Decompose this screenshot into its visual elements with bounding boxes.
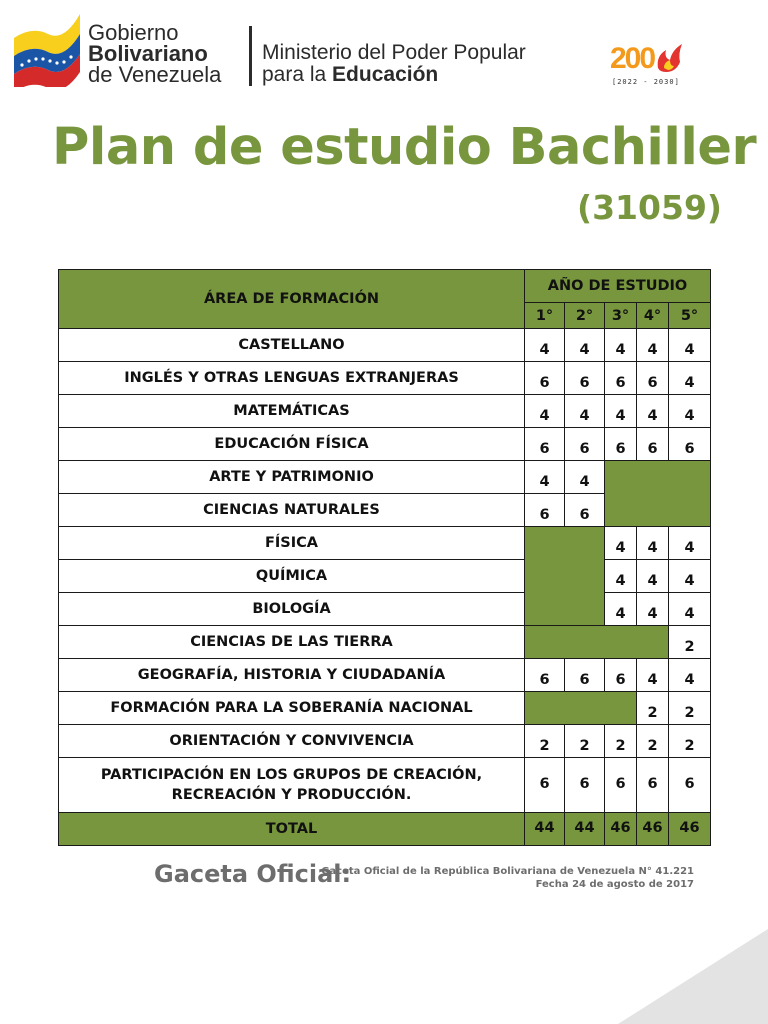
- area-castellano: CASTELLANO: [59, 329, 525, 362]
- hours-cell: 4: [669, 560, 711, 593]
- hours-cell: 2: [669, 626, 711, 659]
- hours-cell: 4: [525, 395, 565, 428]
- gaceta-label: Gaceta Oficial:: [154, 860, 352, 888]
- year-4: 4°: [637, 303, 669, 329]
- hours-cell: 6: [565, 428, 605, 461]
- flame-icon: [652, 40, 686, 74]
- header-divider: [249, 26, 252, 86]
- hours-cell: 4: [605, 560, 637, 593]
- hours-cell: 2: [669, 692, 711, 725]
- hours-cell: 6: [605, 758, 637, 813]
- area-ciencias-naturales: CIENCIAS NATURALES: [59, 494, 525, 527]
- hours-cell: 2: [605, 725, 637, 758]
- year-header: AÑO DE ESTUDIO: [525, 270, 711, 303]
- gaceta-line-2: Fecha 24 de agosto de 2017: [535, 879, 694, 890]
- gov-line-2: Bolivariano: [88, 41, 208, 66]
- area-orientacion: ORIENTACIÓN Y CONVIVENCIA: [59, 725, 525, 758]
- hours-cell: 4: [605, 395, 637, 428]
- study-plan-table: [58, 269, 711, 846]
- total-row: [59, 813, 711, 846]
- hours-cell: 4: [669, 593, 711, 626]
- area-biologia: BIOLOGÍA: [59, 593, 525, 626]
- logo-number: 200: [610, 42, 655, 75]
- gaceta-info: [321, 865, 694, 891]
- total-cell: 44: [525, 813, 565, 846]
- hours-cell: 6: [605, 362, 637, 395]
- area-fisica: FÍSICA: [59, 527, 525, 560]
- hours-cell: 4: [637, 527, 669, 560]
- table-row: [59, 725, 711, 758]
- gov-line-1: Gobierno: [88, 20, 179, 45]
- hours-cell: 4: [669, 329, 711, 362]
- year-2: 2°: [565, 303, 605, 329]
- page-title: Plan de estudio Bachiller: [52, 118, 757, 177]
- area-quimica: QUÍMICA: [59, 560, 525, 593]
- hours-cell: 6: [525, 494, 565, 527]
- hours-cell: 4: [669, 395, 711, 428]
- hours-cell: 6: [637, 428, 669, 461]
- table-row: [59, 329, 711, 362]
- hours-cell: 6: [565, 758, 605, 813]
- year-5: 5°: [669, 303, 711, 329]
- table-row: [59, 428, 711, 461]
- table-row: [59, 593, 711, 626]
- hours-cell: 4: [525, 461, 565, 494]
- hours-cell: 6: [637, 758, 669, 813]
- not-applicable-cell: [525, 626, 669, 659]
- hours-cell: 4: [669, 527, 711, 560]
- table-row: [59, 527, 711, 560]
- table-row: [59, 626, 711, 659]
- hours-cell: 4: [605, 527, 637, 560]
- total-cell: 44: [565, 813, 605, 846]
- hours-cell: 2: [637, 725, 669, 758]
- not-applicable-cell: [605, 461, 711, 527]
- hours-cell: 4: [637, 560, 669, 593]
- total-cell: 46: [669, 813, 711, 846]
- hours-cell: 6: [525, 428, 565, 461]
- ministry-line-2: [262, 64, 526, 86]
- hours-cell: 4: [637, 329, 669, 362]
- hours-cell: 6: [525, 362, 565, 395]
- hours-cell: 6: [525, 758, 565, 813]
- table-row: [59, 692, 711, 725]
- total-cell: 46: [605, 813, 637, 846]
- venezuela-flag-icon: [12, 12, 82, 87]
- hours-cell: 2: [637, 692, 669, 725]
- hours-cell: 4: [525, 329, 565, 362]
- gov-line-3: de Venezuela: [88, 62, 222, 87]
- table-row: [59, 758, 711, 813]
- area-geografia: GEOGRAFÍA, HISTORIA Y CIUDADANÍA: [59, 659, 525, 692]
- hours-cell: 2: [669, 725, 711, 758]
- not-applicable-cell: [525, 527, 605, 626]
- hours-cell: 6: [565, 659, 605, 692]
- table-row: [59, 560, 711, 593]
- hours-cell: 4: [605, 329, 637, 362]
- hours-cell: 6: [637, 362, 669, 395]
- corner-decoration: [618, 929, 768, 1024]
- year-1: 1°: [525, 303, 565, 329]
- hours-cell: 4: [565, 329, 605, 362]
- hours-cell: 4: [605, 593, 637, 626]
- hours-cell: 4: [637, 395, 669, 428]
- hours-cell: 4: [669, 362, 711, 395]
- hours-cell: 6: [605, 659, 637, 692]
- hours-cell: 6: [565, 494, 605, 527]
- logo-years: [2022 - 2030]: [612, 78, 680, 86]
- hours-cell: 4: [669, 659, 711, 692]
- area-participacion-line-2: RECREACIÓN Y PRODUCCIÓN.: [171, 787, 412, 803]
- hours-cell: 6: [669, 428, 711, 461]
- ministry-name: [262, 42, 526, 86]
- area-header: ÁREA DE FORMACIÓN: [59, 270, 525, 329]
- page-header: [0, 0, 768, 100]
- area-educacion-fisica: EDUCACIÓN FÍSICA: [59, 428, 525, 461]
- total-label: TOTAL: [59, 813, 525, 846]
- total-cell: 46: [637, 813, 669, 846]
- year-3: 3°: [605, 303, 637, 329]
- table-row: [59, 362, 711, 395]
- area-matematicas: MATEMÁTICAS: [59, 395, 525, 428]
- hours-cell: 2: [525, 725, 565, 758]
- table-header-row: [59, 270, 711, 303]
- ministry-line-1: Ministerio del Poder Popular: [262, 41, 526, 64]
- area-ciencias-tierra: CIENCIAS DE LAS TIERRA: [59, 626, 525, 659]
- hours-cell: 4: [637, 593, 669, 626]
- area-ingles: INGLÉS Y OTRAS LENGUAS EXTRANJERAS: [59, 362, 525, 395]
- area-participacion: [59, 758, 525, 813]
- hours-cell: 6: [669, 758, 711, 813]
- hours-cell: 6: [565, 362, 605, 395]
- area-participacion-line-1: PARTICIPACIÓN EN LOS GRUPOS DE CREACIÓN,: [100, 767, 483, 783]
- hours-cell: 2: [565, 725, 605, 758]
- ministry-prefix: para la: [262, 63, 333, 86]
- plan-code: (31059): [577, 188, 722, 227]
- area-arte-patrimonio: ARTE Y PATRIMONIO: [59, 461, 525, 494]
- hours-cell: 6: [525, 659, 565, 692]
- hours-cell: 4: [565, 461, 605, 494]
- bicentennial-logo: [606, 40, 686, 90]
- table-row: [59, 461, 711, 494]
- hours-cell: 4: [637, 659, 669, 692]
- ministry-bold: Educación: [332, 63, 439, 86]
- hours-cell: 6: [605, 428, 637, 461]
- table-row: [59, 659, 711, 692]
- gaceta-line-1: Gaceta Oficial de la República Bolivariana de Venezuela N° 41.221: [321, 866, 694, 877]
- area-soberania: FORMACIÓN PARA LA SOBERANÍA NACIONAL: [59, 692, 525, 725]
- not-applicable-cell: [525, 692, 637, 725]
- hours-cell: 4: [565, 395, 605, 428]
- government-name: [88, 22, 221, 85]
- table-row: [59, 395, 711, 428]
